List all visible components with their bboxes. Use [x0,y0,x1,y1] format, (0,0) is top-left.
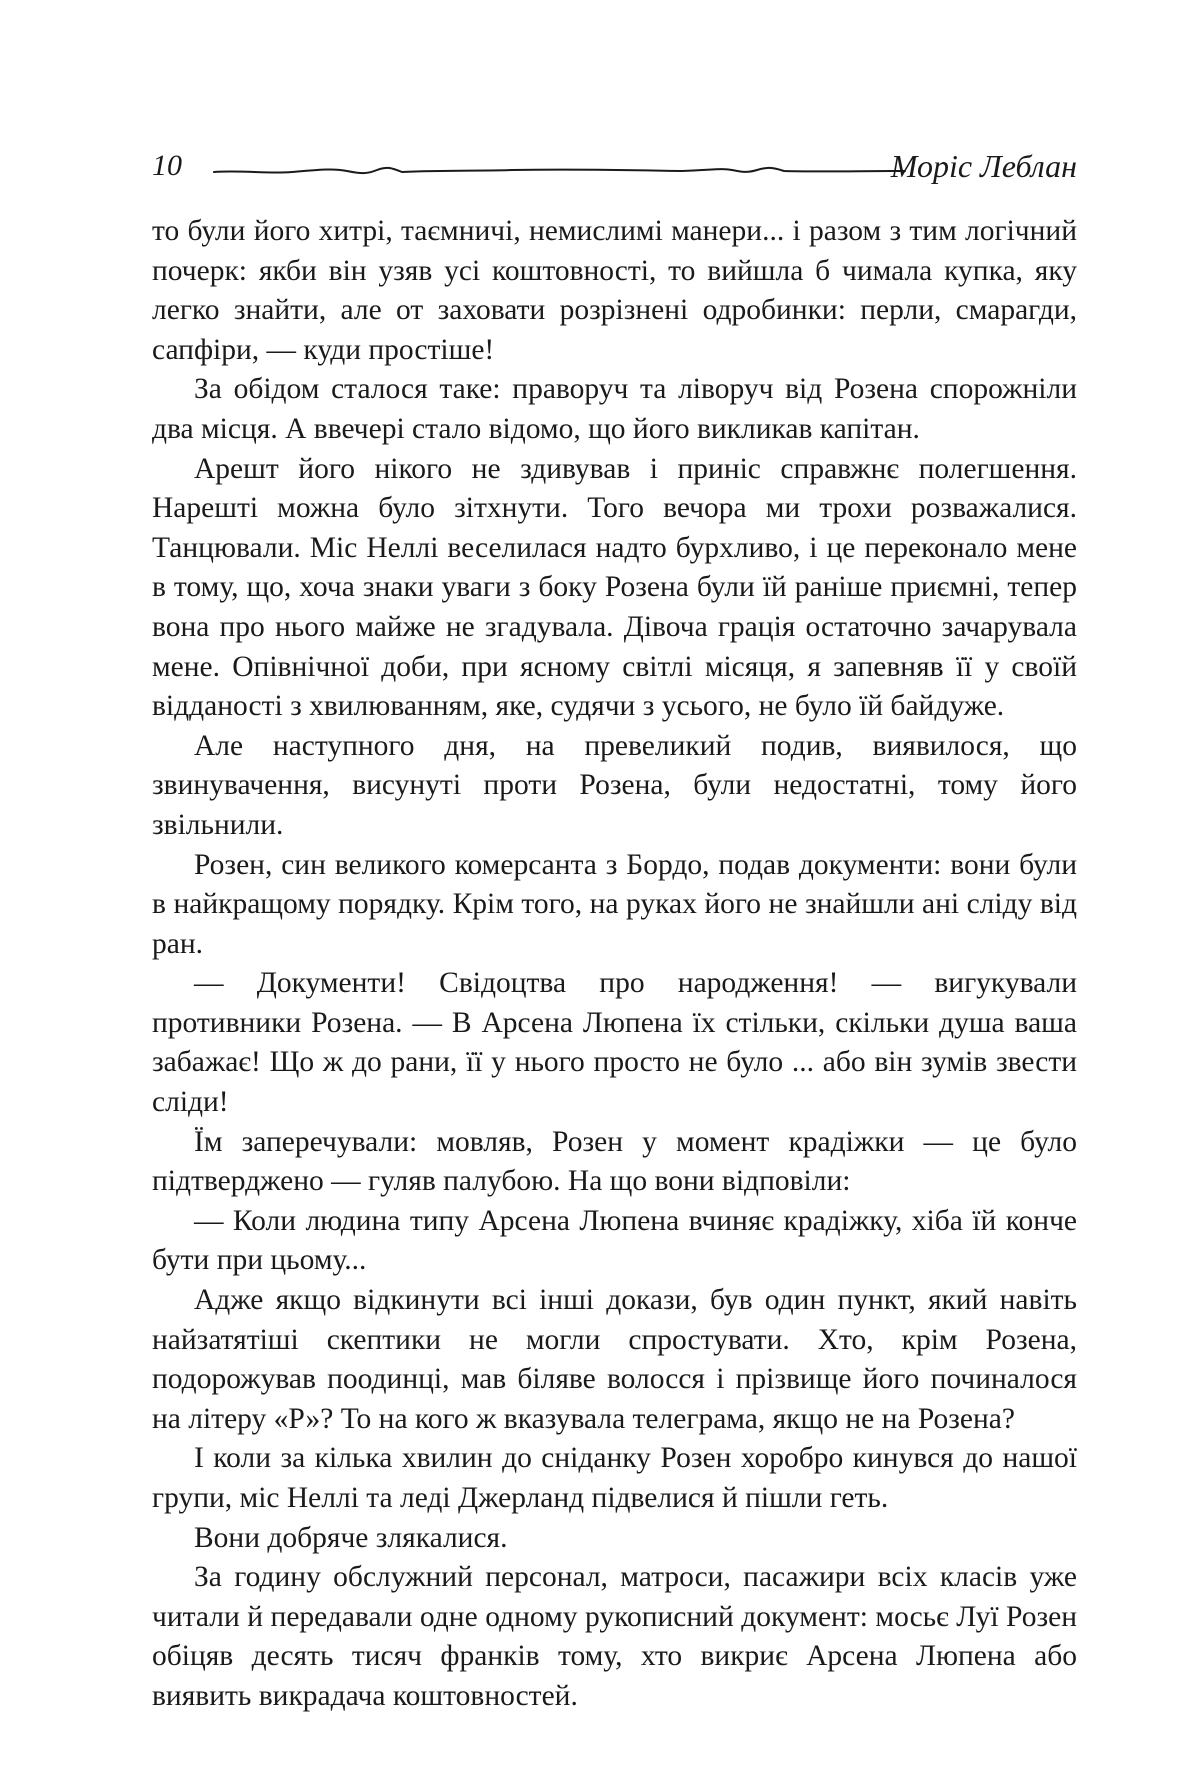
paragraph: Арешт його нікого не здивував і приніс справжнє полегшення. Нарешті можна було зітхнути. Того вечора ми трохи розважалися. Танцювали. Міс Неллі веселилася надто бурхливо, і це переконало мене в тому, що, хоча знаки уваги з боку Розена були їй раніше приємні, тепер вона про нього майже не згадувала. Дівоча грація остаточно зачарувала мене. Опівнічної доби, при ясному світлі місяця, я запевняв її у своїй відданості з хвилюванням, яке, судячи з усього, не було їй байдуже. [152,452,1077,723]
paragraph: За обідом сталося таке: праворуч та ліворуч від Розена спорожніли два місця. А ввечері стало відомо, що його викликав капітан. [152,373,1077,445]
paragraph: — Коли людина типу Арсена Люпена вчиняє крадіжку, хіба їй конче бути при цьому... [152,1204,1077,1277]
paragraph: Розен, син великого комерсанта з Бордо, подав документи: вони були в найкращому порядку. Крім того, на руках його не знайшли ані сліду від ран. [152,848,1077,960]
page-text [152,212,1077,1717]
paragraph: то були його хитрі, таємничі, немислимі манери... і разом з тим логічний почерк: якби він узяв усі коштовності, то вийшла б чимала купка, яку легко знайти, але от заховати розрізнені одробинки: перли, смарагди, сапфіри, — куди простіше! [152,215,1077,366]
decorative-rule-icon [212,158,907,182]
paragraph: — Документи! Свідоцтва про народження! — вигукували противники Розена. — В Арсена Люпена їх стільки, скільки душа ваша забажає! Що ж до рани, її у нього просто не було ... або він зумів звести сліди! [152,967,1077,1119]
running-header [152,148,1077,196]
paragraph: Вони добряче злякалися. [194,1521,508,1554]
page-number: 10 [152,149,182,182]
running-header-author: Моріс Леблан [890,148,1077,184]
paragraph: І коли за кілька хвилин до сніданку Розен хоробро кинувся до нашої групи, міс Неллі та леді Джерланд підвелися й пішли геть. [152,1442,1077,1514]
paragraph: Їм заперечували: мовляв, Розен у момент крадіжки — це було підтверджено — гуляв палубою. На що вони відповіли: [152,1125,1077,1198]
paragraph: За годину обслужний персонал, матроси, пасажири всіх класів уже читали й передавали одне одному рукописний документ: мосьє Луї Розен обіцяв десять тисяч франків тому, хто викриє Арсена Люпена або виявить викрадача коштовностей. [152,1561,1077,1712]
paragraph: Адже якщо відкинути всі інші докази, був один пункт, який навіть найзатятіші скептики не могли спростувати. Хто, крім Розена, подорожував поодинці, мав біляве волосся і прізвище його починалося на літеру «Р»? То на кого ж вказувала телеграма, якщо не на Розена? [152,1284,1077,1435]
paragraph: Але наступного дня, на превеликий подив, виявилося, що звинувачення, висунуті проти Розена, були недостатні, тому його звільнили. [152,729,1077,841]
